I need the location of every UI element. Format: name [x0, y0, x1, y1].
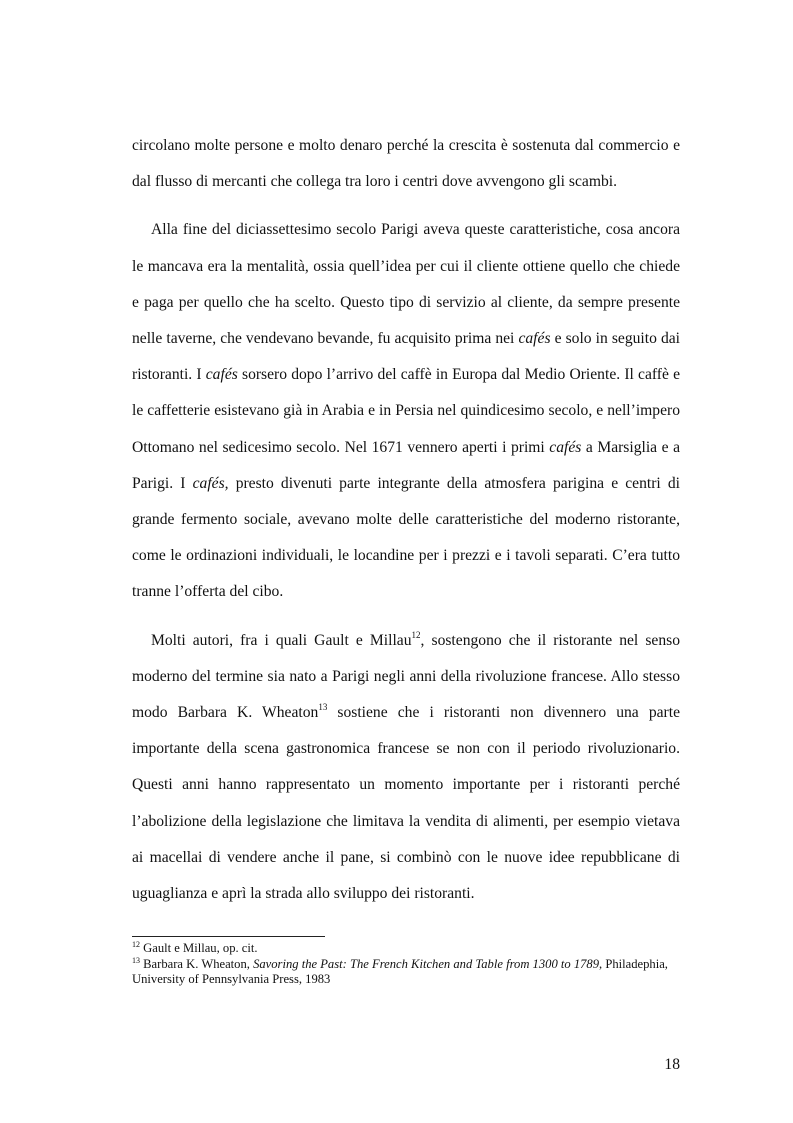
text-segment: presto divenuti parte integrante della atmosfera parigina e centri di grande fermento sociale, avevano molte delle caratteristiche del moderno ristorante, come le ordinazioni individuali, le locandine per i prezzi e i tavoli separati. C’era tutto tranne l’offerta del cibo. — [132, 474, 680, 601]
footnote-reference[interactable]: 13 — [318, 702, 328, 713]
footnote-text: Barbara K. Wheaton, — [140, 956, 254, 971]
text-segment: sorsero dopo l’arrivo del caffè in Europa dal Medio Oriente. Il caffè e le caffetterie esistevano già in Arabia e in Persia nel quindicesimo secolo, e nell’impero Ottomano nel sedicesimo secolo. Nel 1671 vennero aperti i primi — [132, 366, 680, 456]
footnote-marker: 13 — [132, 955, 140, 965]
text-segment: a Marsiglia e a Parigi. I — [132, 438, 680, 492]
text-segment: e solo in seguito dai ristoranti. I — [132, 330, 681, 384]
footnote-reference[interactable]: 12 — [411, 629, 421, 640]
text-segment: Molti autori, fra i quali Gault e Millau — [151, 631, 412, 649]
text-segment: circolano molte persone e molto denaro perché la crescita è sostenuta dal commercio e dal flusso di mercanti che collega tra loro i centri dove avvengono gli scambi. — [132, 137, 680, 191]
text-segment: Alla fine del diciassettesimo secolo Parigi aveva queste caratteristiche, cosa ancora le mancava era la mentalità, ossia quell’idea per cui il cliente ottiene quello che chiede e paga per quello che ha scelto. Questo tipo di servizio al cliente, da sempre presente nelle taverne, che vendevano bevande, fu acquisito prima nei — [132, 221, 680, 348]
footnote-text: Gault e Millau, op. cit. — [140, 941, 258, 955]
text-segment: sostiene che i ristoranti non divennero una parte importante della scena gastronomica francese se non con il periodo rivoluzionario. Questi anni hanno rappresentato un momento importante per i ristoranti perché l’abolizione della legislazione che limitava la vendita di alimenti, per esempio vietava ai macellai di vendere anche il pane, si combinò con le nuove idee repubblicane di uguaglianza e aprì la strada allo sviluppo dei ristoranti. — [132, 704, 680, 903]
body-text — [132, 128, 680, 912]
footnote-text: , Philadephia, University of Pennsylvania Press, 1983 — [132, 956, 668, 986]
footnote-marker: 12 — [132, 940, 140, 949]
footnote-13 — [132, 957, 692, 988]
paragraph-restaurants — [132, 623, 680, 913]
footnote-separator — [132, 936, 325, 937]
footnotes — [132, 941, 692, 988]
footnote-12 — [132, 941, 692, 957]
italic-term: cafés — [205, 366, 238, 384]
paragraph-continuation — [132, 128, 680, 200]
paragraph-cafes — [132, 212, 680, 610]
italic-term: cafés — [549, 438, 582, 456]
italic-term: cafés — [518, 330, 551, 348]
book-title: Savoring the Past: The French Kitchen and Table from 1300 to 1789 — [253, 956, 600, 971]
text-segment: , sostengono che il ristorante nel senso moderno del termine sia nato a Parigi negli anni della rivoluzione francese. Allo stesso modo Barbara K. Wheaton — [132, 631, 681, 722]
page-number: 18 — [664, 1056, 680, 1073]
italic-term: cafés, — [192, 474, 229, 492]
